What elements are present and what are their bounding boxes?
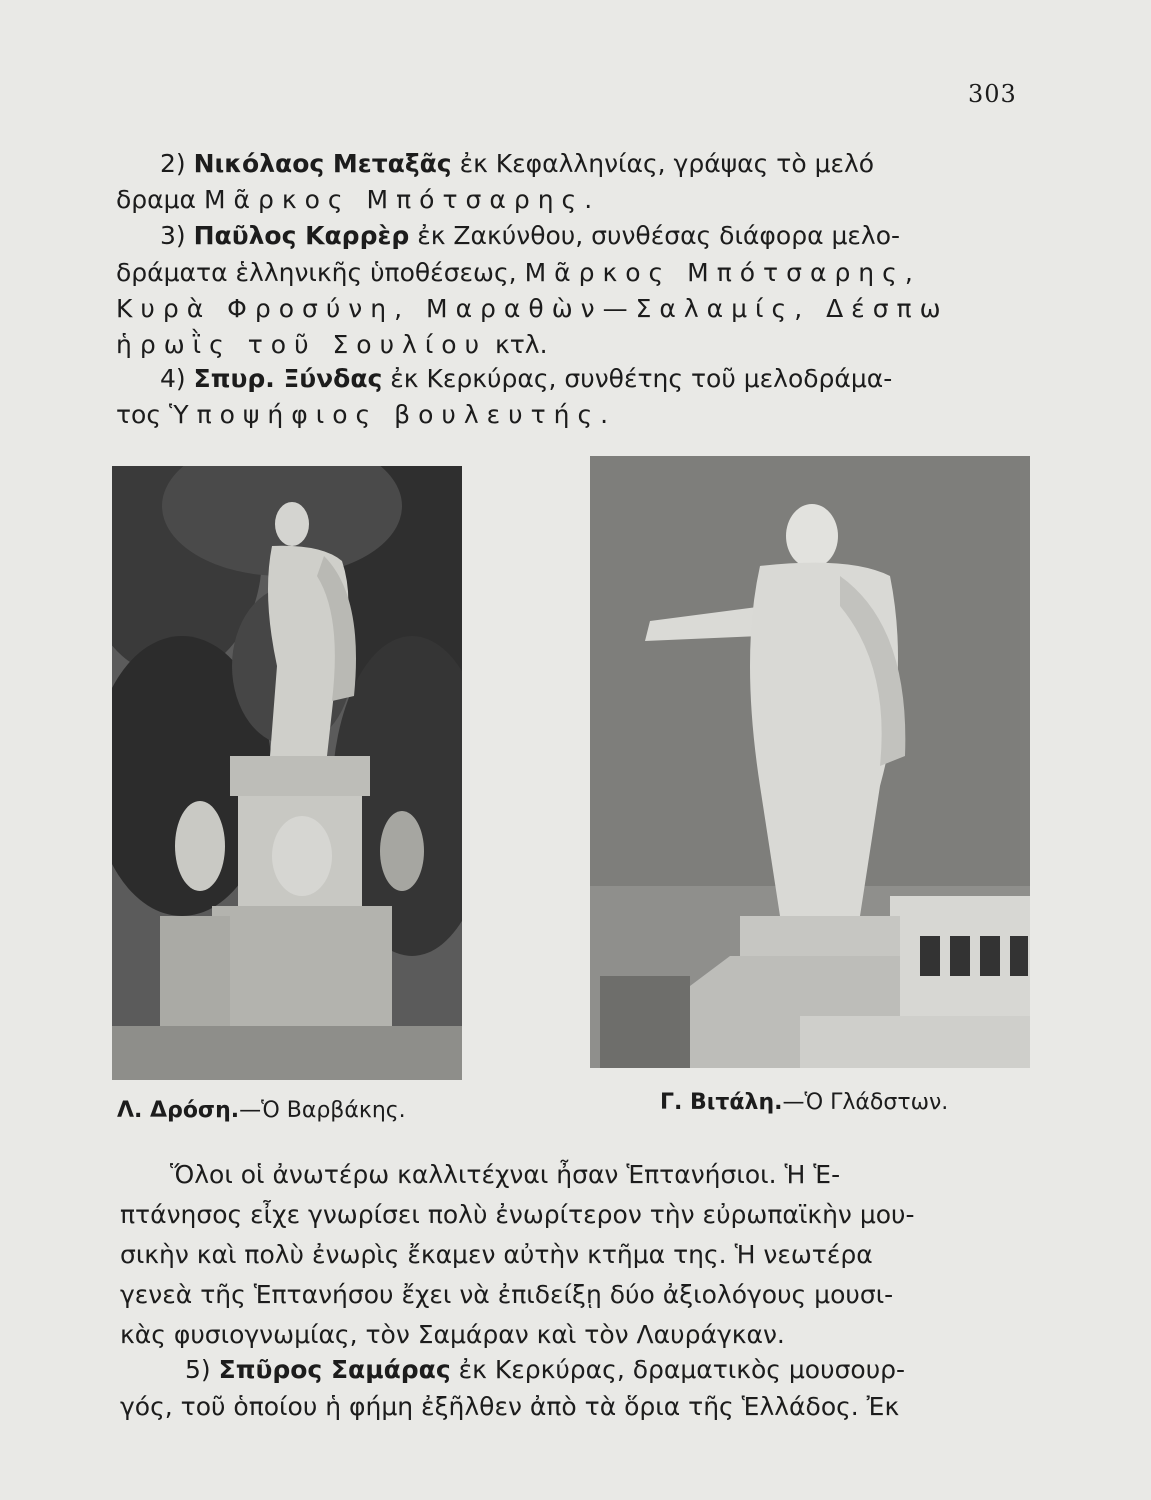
paragraph-3-title-1: Μᾶρκος Μπότσαρης, — [524, 258, 921, 287]
body-line-3: σικὴν καὶ πολὺ ἐνωρὶς ἔκαμεν αὐτὴν κτῆμα της. Ἡ νεωτέρα — [120, 1240, 873, 1269]
body-line-5: κὰς φυσιογνωμίας, τὸν Σαμάραν καὶ τὸν Λαυράγκαν. — [120, 1320, 785, 1349]
caption-right-subject: Ὁ Γλάδστων. — [804, 1090, 949, 1115]
paragraph-2-name: Νικόλαος Μεταξᾶς — [193, 149, 452, 178]
paragraph-4-cont: τος — [116, 400, 162, 429]
caption-left — [117, 1098, 406, 1123]
body-line-2: πτάνησος εἶχε γνωρίσει πολὺ ἐνωρίτερον τὴν εὐρωπαϊκὴν μου- — [120, 1200, 915, 1229]
paragraph-4-line-1 — [160, 362, 892, 396]
page-number: 303 — [968, 80, 1017, 108]
paragraph-3-line-1 — [160, 219, 900, 253]
paragraph-2-cont: δραμα — [116, 185, 197, 214]
photo-varvakis-statue — [112, 466, 462, 1080]
paragraph-4-number: 4) — [160, 364, 186, 393]
body-line-4: γενεὰ τῆς Ἑπτανήσου ἔχει νὰ ἐπιδείξῃ δύο ἀξιολόγους μουσι- — [120, 1280, 894, 1309]
paragraph-3-line-3: Κυρὰ Φροσύνη, Μαραθὼν—Σαλαμίς, Δέσπω — [116, 294, 949, 323]
caption-right-dash: — — [782, 1090, 805, 1115]
paragraph-3-line-2a: δράματα ἑλληνικῆς ὑποθέσεως, — [116, 258, 517, 287]
paragraph-5-line-1 — [185, 1353, 905, 1387]
paragraph-5-text: ἐκ Κερκύρας, δραματικὸς μουσουρ- — [458, 1355, 906, 1384]
paragraph-4-title: Ὑποψήφιος βουλευτής. — [168, 400, 617, 429]
caption-right — [660, 1090, 948, 1115]
paragraph-5-number: 5) — [185, 1355, 211, 1384]
paragraph-3-text: ἐκ Ζακύνθου, συνθέσας διάφορα μελο- — [417, 221, 901, 250]
paragraph-4-line-2 — [116, 398, 616, 432]
body-line-1: Ὅλοι οἱ ἀνωτέρω καλλιτέχναι ἦσαν Ἑπτανήσιοι. Ἡ Ἑ- — [170, 1160, 841, 1189]
caption-left-subject: Ὁ Βαρβάκης. — [261, 1098, 406, 1123]
paragraph-2-number: 2) — [160, 149, 186, 178]
paragraph-3-line-4 — [116, 328, 548, 362]
paragraph-2-line-2 — [116, 183, 600, 217]
paragraph-3-name: Παῦλος Καρρὲρ — [193, 221, 410, 250]
paragraph-2-title: Μᾶρκος Μπότσαρης. — [203, 185, 601, 214]
paragraph-4-name: Σπυρ. Ξύνδας — [193, 364, 383, 393]
paragraph-3-line-2 — [116, 256, 921, 290]
paragraph-2-line-1 — [160, 147, 874, 181]
paragraph-4-text: ἐκ Κερκύρας, συνθέτης τοῦ μελοδράμα- — [390, 364, 893, 393]
paragraph-2-text: ἐκ Κεφαλληνίας, γράψας τὸ μελό — [459, 149, 875, 178]
caption-left-dash: — — [239, 1098, 262, 1123]
caption-right-artist: Γ. Βιτάλη. — [660, 1090, 783, 1115]
paragraph-3-number: 3) — [160, 221, 186, 250]
caption-left-artist: Λ. Δρόση. — [117, 1098, 240, 1123]
paragraph-5-name: Σπῦρος Σαμάρας — [218, 1355, 451, 1384]
paragraph-3-title-4: ἡρωῒς τοῦ Σουλίου — [116, 330, 488, 359]
paragraph-5-line-2: γός, τοῦ ὁποίου ἡ φήμη ἐξῆλθεν ἀπὸ τὰ ὅρια τῆς Ἑλλάδος. Ἐκ — [120, 1392, 900, 1421]
photo-gladstone-statue — [590, 456, 1030, 1068]
paragraph-3-ktl: κτλ. — [495, 330, 548, 359]
